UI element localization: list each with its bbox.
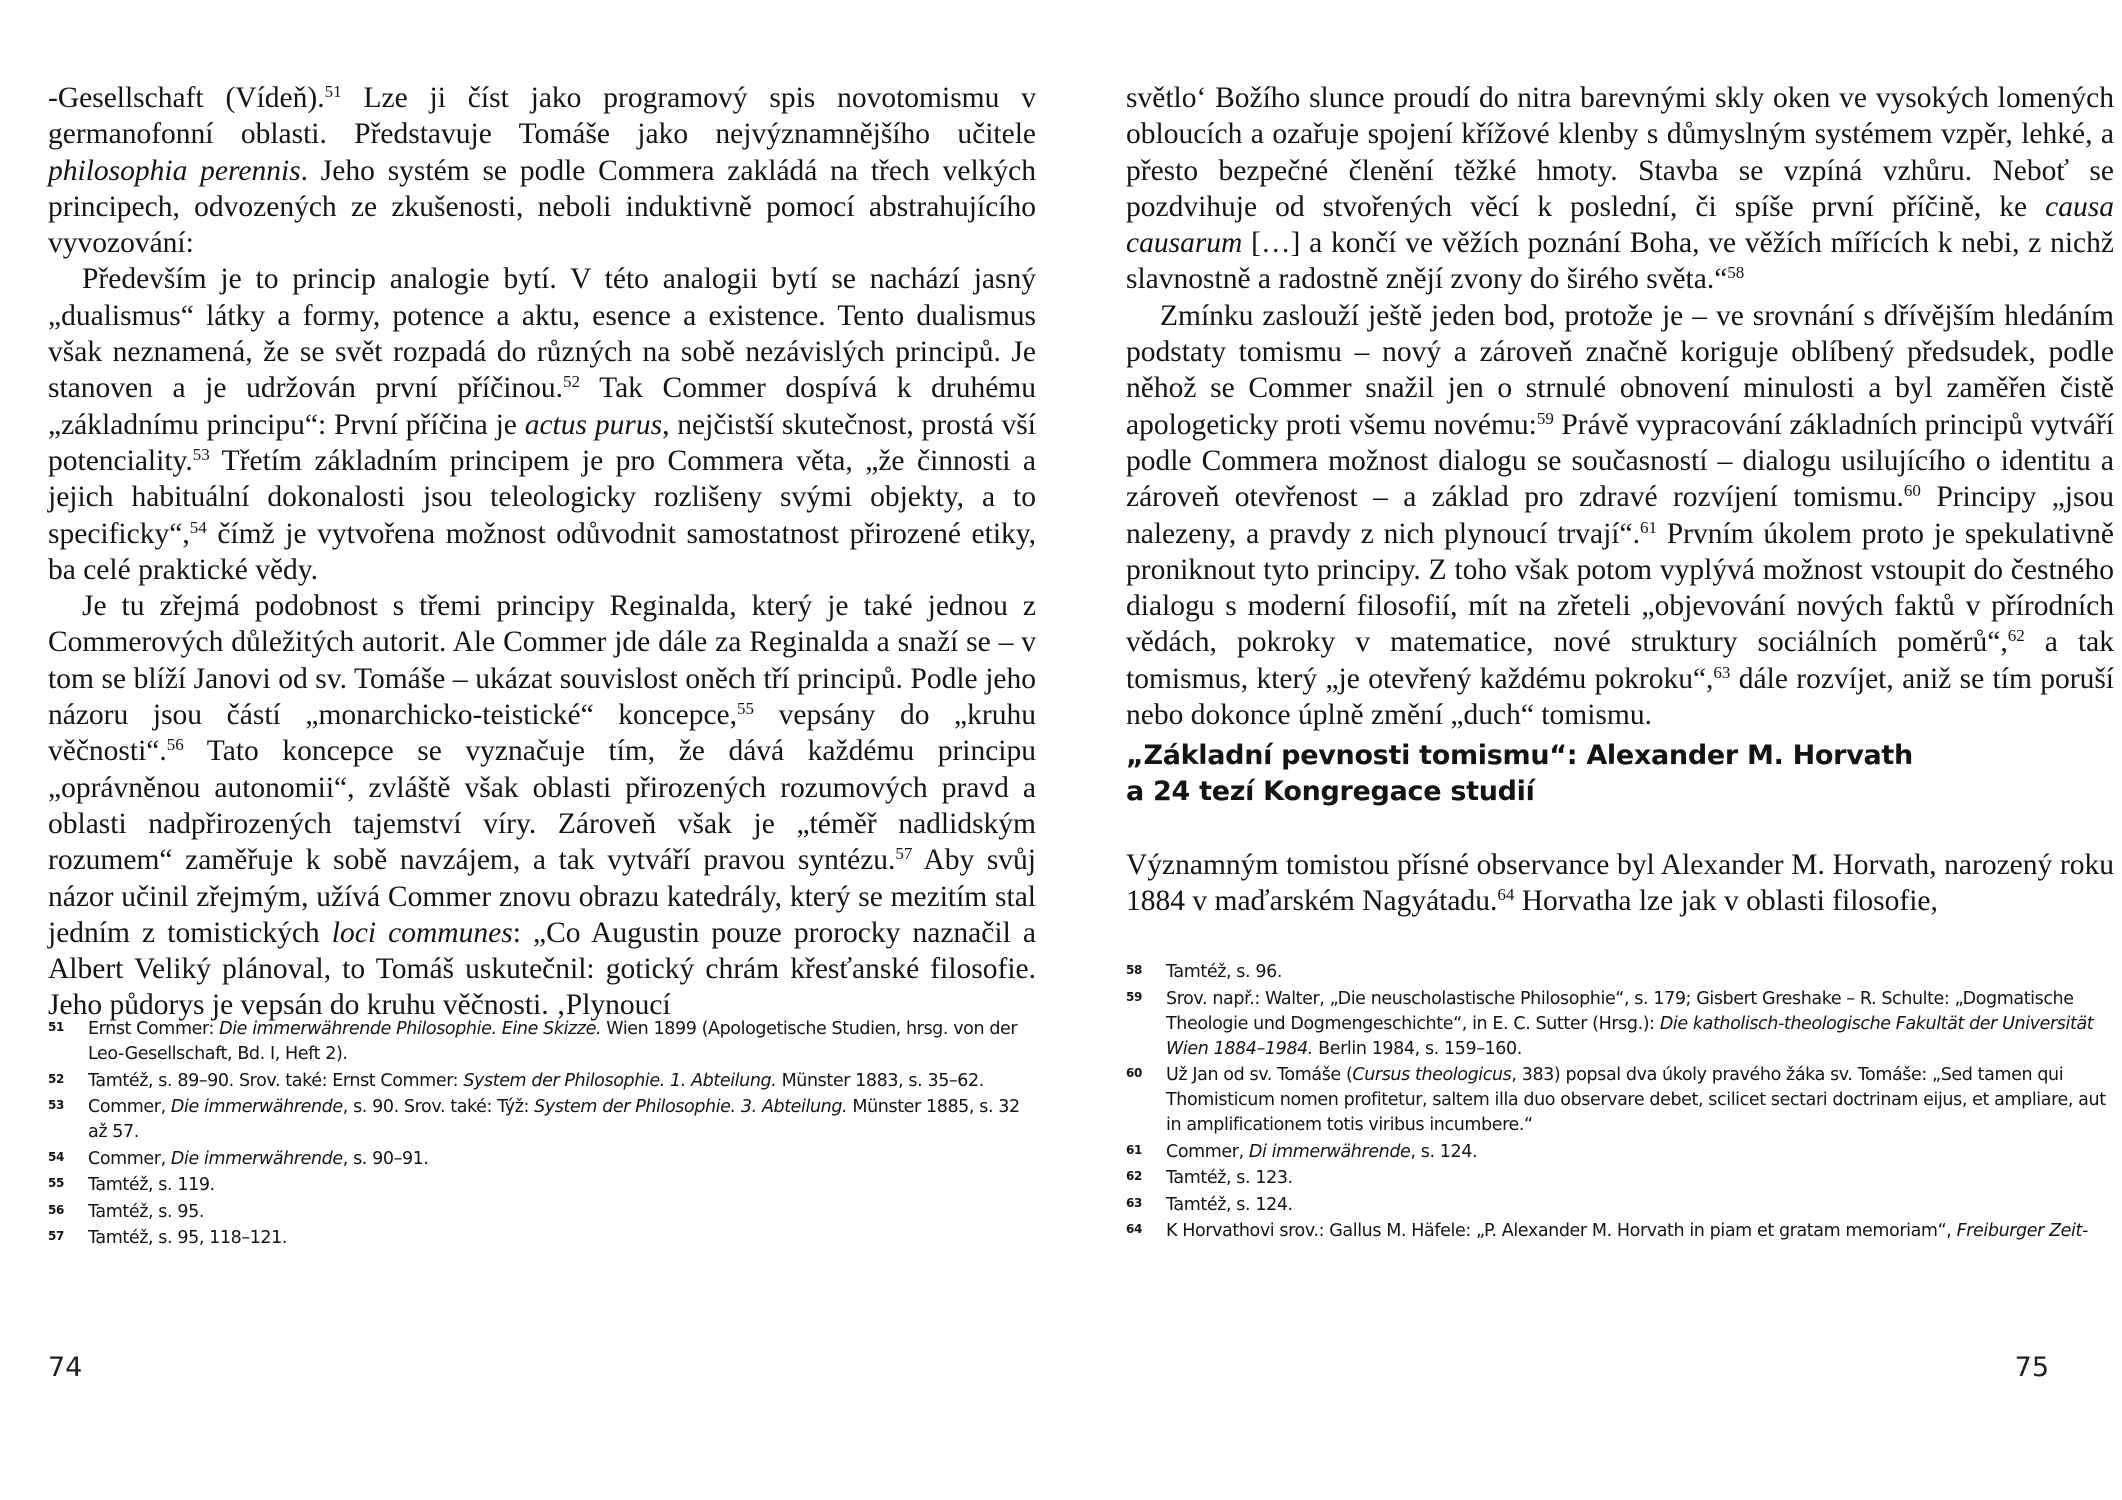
text-run: […] a končí ve věžích poznání Boha, ve věžích mířících k nebi, z nichž slavnostně a radostně znějí zvony do širého světa.“ bbox=[1126, 227, 2114, 296]
text-run: Tamtéž, s. 119. bbox=[88, 1175, 215, 1195]
section-heading-line-1: „Základní pevnosti tomismu“: Alexander M. Horvath bbox=[1126, 740, 1913, 771]
footnote-number: 51 bbox=[48, 1020, 64, 1034]
footnote-reference: 51 bbox=[324, 82, 342, 101]
footnote bbox=[1126, 987, 2114, 1062]
text-run: Už Jan od sv. Tomáše ( bbox=[1166, 1065, 1353, 1085]
text-run: , s. 90. Srov. také: Týž: bbox=[342, 1097, 535, 1117]
left-footnotes bbox=[48, 1017, 1036, 1253]
italic-text: Freiburger Zeit- bbox=[1956, 1221, 2088, 1241]
text-run: : „Co Augustin pouze prorocky naznačil a Albert Veliký plánoval, to Tomáš uskutečnil: gotický chrám křesťanské filosofie. Jeho půdorys je vepsán do kruhu věčnosti. ‚Plynoucí bbox=[48, 916, 1036, 1022]
text-run: Je tu zřejmá podobnost s třemi principy Reginalda, který je také jednou z Commerových důležitých autorit. Ale Commer jde dále za Reginalda a snaží se – v tom se blíží Janovi od sv. Tomáše – ukázat souvislost oněch tří principů. Podle jeho názoru jsou částí „monarchicko-teistické“ koncepce, bbox=[48, 590, 1036, 732]
footnote-reference: 56 bbox=[166, 735, 184, 755]
text-run: K Horvathovi srov.: Gallus M. Häfele: „P. Alexander M. Horvath in piam et gratam memoriam“, bbox=[1166, 1221, 1957, 1241]
footnote-reference: 57 bbox=[895, 844, 913, 864]
text-run: Právě vypracování základních principů vytváří podle Commera možnost dialogu se současností – dialogu usilujícího o identitu a zároveň otevřenost – a základ pro zdravé rozvíjení tomismu. bbox=[1126, 408, 2114, 514]
text-run: Tamtéž, s. 89–90. Srov. také: Ernst Commer: bbox=[88, 1070, 464, 1091]
text-run: Aby svůj názor učinil zřejmým, užívá Commer znovu obrazu katedrály, který se mezitím stal jedním z tomistických bbox=[48, 844, 1036, 949]
footnote bbox=[48, 1147, 1036, 1172]
footnote-number: 58 bbox=[1126, 963, 1142, 977]
footnote-number: 61 bbox=[1126, 1142, 1142, 1157]
text-run: a tak tomismus, který „je otevřený každému pokroku“, bbox=[1126, 626, 2114, 695]
section-heading-line-2: a 24 tezí Kongregace studií bbox=[1126, 776, 1535, 807]
text-run: Tak Commer dospívá k druhému „základnímu principu“: První příčina je bbox=[48, 372, 1037, 441]
italic-text: philosophia perennis bbox=[48, 154, 301, 187]
right-footnotes bbox=[1126, 960, 2114, 1246]
footnote-reference: 55 bbox=[737, 699, 755, 719]
footnote-reference: 54 bbox=[189, 517, 207, 537]
text-run: , 383) popsal dva úkoly pravého žáka sv. Tomáše: „Sed tamen qui Thomisticum nomen profitetur, saltem illa duo observare debet, scilicet sectari doctrinam eijus, et ampliare, aut in amplificationem totis viribus incumbere.“ bbox=[1166, 1065, 2106, 1135]
footnote-reference: 63 bbox=[1713, 662, 1731, 682]
text-run: Třetím základním principem je pro Commera věta, „že činnosti a jejich habituální dokonalosti jsou teleologicky rozlišeny svými objekty, a to specificky“, bbox=[48, 444, 1036, 550]
italic-text: System der Philosophie. 3. Abteilung. bbox=[534, 1097, 848, 1117]
text-run: Tamtéž, s. 95, 118–121. bbox=[88, 1228, 288, 1248]
text-run: Münster 1885, s. 32 až 57. bbox=[88, 1097, 1020, 1142]
footnote-number: 52 bbox=[48, 1071, 64, 1086]
footnote-number: 54 bbox=[48, 1149, 64, 1164]
paragraph bbox=[1126, 298, 2114, 734]
text-run: Tamtéž, s. 123. bbox=[1166, 1168, 1293, 1188]
footnote bbox=[48, 1069, 1036, 1094]
footnote bbox=[1126, 1219, 2114, 1244]
text-run: Tamtéž, s. 96. bbox=[1166, 962, 1282, 982]
footnote-reference: 53 bbox=[192, 444, 210, 464]
text-run: Wien 1899 (Apologetische Studien, hrsg. von der Leo-Gesellschaft, Bd. I, Heft 2). bbox=[88, 1019, 1018, 1064]
footnote-reference: 61 bbox=[1639, 517, 1657, 537]
paragraph bbox=[1126, 847, 2114, 920]
text-run: Berlin 1984, s. 159–160. bbox=[1312, 1038, 1522, 1059]
right-body-text-bottom bbox=[1126, 847, 2114, 920]
footnote-number: 60 bbox=[1126, 1066, 1142, 1080]
text-run: Commer, bbox=[1166, 1141, 1249, 1162]
text-run: , nejčistší skutečnost, prostá vší potenciality. bbox=[48, 408, 1036, 477]
text-run: . Jeho systém se podle Commera zakládá na třech velkých principech, odvozených ze zkušenosti, neboli induktivně pomocí abstrahujícího vyvozování: bbox=[48, 154, 1036, 260]
text-run: Commer, bbox=[88, 1148, 171, 1169]
text-run: Tato koncepce se vyznačuje tím, že dává každému principu „oprávněnou autonomii“, zvláště však oblasti přirozených rozumových pravd a oblasti nadpřirozených tajemství víry. Zároveň však je „téměř nadlidským rozumem“ zaměřuje k sobě navzájem, a tak vytváří pravou syntézu. bbox=[48, 735, 1036, 877]
footnote-reference: 60 bbox=[1903, 481, 1921, 501]
text-run: Horvatha lze jak v oblasti filosofie, bbox=[1514, 885, 1938, 918]
footnote-reference: 58 bbox=[1727, 263, 1745, 283]
italic-text: Die immerwährende Philosophie. Eine Skizze. bbox=[219, 1019, 602, 1039]
footnote bbox=[48, 1226, 1036, 1251]
text-run: Srov. např.: Walter, „Die neuscholastische Philosophie“, s. 179; Gisbert Greshake – R. Schulte: „Dogmatische Theologie und Dogmengeschichte“, in E. C. Sutter (Hrsg.): bbox=[1166, 988, 2074, 1034]
footnote bbox=[48, 1173, 1036, 1198]
section-heading bbox=[1126, 738, 2114, 810]
text-run: Tamtéž, s. 95. bbox=[88, 1201, 204, 1222]
text-run: Principy „jsou nalezeny, a pravdy z nich plynoucí trvají“. bbox=[1126, 481, 2114, 550]
text-run: čímž je vytvořena možnost odůvodnit samostatnost přirozené etiky, ba celé praktické vědy. bbox=[48, 517, 1036, 586]
text-run: -Gesellschaft (Vídeň). bbox=[48, 82, 325, 114]
footnote-number: 63 bbox=[1126, 1195, 1142, 1210]
italic-text: Die katholisch-theologische Fakultät der Universität Wien 1884–1984. bbox=[1166, 1013, 2094, 1059]
footnote bbox=[1126, 1193, 2114, 1218]
text-run: Münster 1883, s. 35–62. bbox=[776, 1070, 984, 1091]
footnote-number: 55 bbox=[48, 1176, 64, 1190]
text-run: Významným tomistou přísné observance byl Alexander M. Horvath, narozený roku 1884 v maďarském Nagyátadu. bbox=[1126, 849, 2114, 918]
paragraph bbox=[1126, 80, 2114, 298]
footnote bbox=[1126, 960, 2114, 985]
text-run: Lze ji číst jako programový spis novotomismu v germanofonní oblasti. Představuje Tomáše jako nejvýznamnějšího učitele bbox=[48, 82, 1036, 151]
right-body-text-top bbox=[1126, 80, 2114, 733]
italic-text: loci communes bbox=[331, 916, 513, 949]
paragraph bbox=[48, 588, 1036, 1024]
left-body-text bbox=[48, 80, 1036, 1024]
footnote bbox=[1126, 1063, 2114, 1138]
footnote-reference: 64 bbox=[1497, 885, 1515, 905]
footnote bbox=[48, 1200, 1036, 1225]
text-run: , s. 124. bbox=[1410, 1141, 1478, 1162]
italic-text: Die immerwährende bbox=[170, 1148, 343, 1169]
text-run: , s. 90–91. bbox=[342, 1148, 429, 1169]
text-run: Především je to princip analogie bytí. V této analogii bytí se nachází jasný „dualismus“ látky a formy, potence a aktu, esence a existence. Tento dualismus však neznamená, že se svět rozpadá do různých na sobě nezávislých principů. Je stanoven a je udržován první příčinou. bbox=[48, 263, 1036, 405]
italic-text: Cursus theologicus bbox=[1352, 1065, 1512, 1085]
text-run: dále rozvíjet, aniž se tím poruší nebo dokonce úplně změní „duch“ tomismu. bbox=[1126, 662, 2115, 732]
italic-text: System der Philosophie. 1. Abteilung. bbox=[463, 1070, 777, 1091]
italic-text: causa causarum bbox=[1126, 190, 2114, 260]
page-number-left: 74 bbox=[48, 1352, 83, 1383]
italic-text: Die immerwährende bbox=[170, 1097, 343, 1117]
paragraph bbox=[48, 261, 1036, 588]
footnote-number: 56 bbox=[48, 1202, 64, 1217]
page-number-right: 75 bbox=[2014, 1352, 2049, 1383]
text-run: světlo‘ Božího slunce proudí do nitra barevnými skly oken ve vysokých lomených obloucích a ozařuje spojení křížové klenby s důmyslným systémem vzpěr, lehké, a přesto bezpečné členění těžké hmoty. Stavba se vzpíná vzhůru. Neboť se pozdvihuje od stvořených věcí k poslední, či spíše první příčině, ke bbox=[1126, 82, 2114, 223]
footnote-number: 64 bbox=[1126, 1222, 1142, 1236]
footnote bbox=[1126, 1140, 2114, 1165]
footnote-number: 53 bbox=[48, 1098, 64, 1112]
text-run: Ernst Commer: bbox=[88, 1019, 220, 1039]
italic-text: Di immerwährende bbox=[1248, 1141, 1411, 1162]
text-run: Zmínku zaslouží ještě jeden bod, protože je – ve srovnání s dřívějším hledáním podstaty tomismu – nový a zároveň značně koriguje oblíbený předsudek, podle něhož se Commer snažil jen o strnulé obnovení minulosti a byl zaměřen čistě apologeticky proti všemu novému: bbox=[1126, 299, 2114, 441]
footnote bbox=[48, 1017, 1036, 1067]
footnote-reference: 59 bbox=[1536, 408, 1554, 428]
footnote bbox=[1126, 1166, 2114, 1191]
paragraph bbox=[48, 80, 1036, 261]
footnote-number: 62 bbox=[1126, 1169, 1142, 1183]
footnote-number: 59 bbox=[1126, 989, 1142, 1004]
right-page bbox=[1061, 0, 2122, 1500]
footnote-number: 57 bbox=[48, 1229, 64, 1243]
text-run: vepsány do „kruhu věčnosti“. bbox=[48, 699, 1036, 768]
footnote-reference: 52 bbox=[563, 372, 581, 392]
italic-text: actus purus bbox=[524, 408, 663, 441]
footnote bbox=[48, 1095, 1036, 1145]
text-run: Tamtéž, s. 124. bbox=[1166, 1194, 1293, 1215]
footnote-reference: 62 bbox=[2007, 626, 2025, 646]
text-run: Commer, bbox=[88, 1097, 171, 1117]
text-run: Prvním úkolem proto je spekulativně proniknout tyto principy. Z toho však potom vyplývá možnost vstoupit do čestného dialogu s moderní filosofií, mít na zřeteli „objevování nových faktů v přírodních vědách, pokroky v matematice, nové struktury sociálních poměrů“, bbox=[1126, 517, 2114, 659]
